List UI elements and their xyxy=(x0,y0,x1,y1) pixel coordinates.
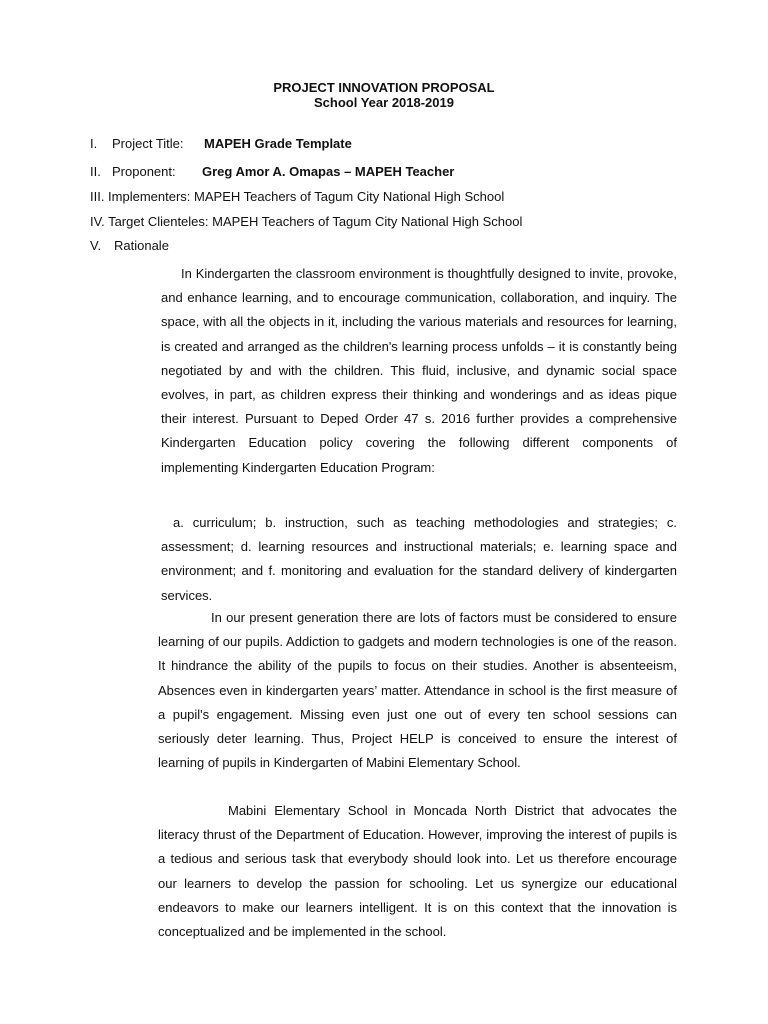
document-title: PROJECT INNOVATION PROPOSAL xyxy=(273,80,495,95)
field-label: Rationale xyxy=(114,238,169,253)
field-number: II. xyxy=(90,164,101,179)
field-proponent xyxy=(90,164,454,179)
field-number: I. xyxy=(90,136,98,151)
field-number: V. xyxy=(90,238,102,253)
field-label: Proponent: xyxy=(112,164,176,179)
field-project-title xyxy=(90,136,352,151)
rationale-paragraph-3: In our present generation there are lots of factors must be considered to ensure learning of our pupils. Addiction to gadgets and modern technologies is one of the reason. It hindrance the ability of the pupils to focus on their studies. Another is absenteeism, Absences even in kindergarten years’ matter. Attendance in school is the first measure of a pupil's engagement. Missing even just one out of every ten school sessions can seriously deter learning. Thus, Project HELP is conceived to ensure the interest of learning of pupils in Kindergarten of Mabini Elementary School. xyxy=(158,610,677,771)
field-value: Greg Amor A. Omapas – MAPEH Teacher xyxy=(202,164,455,179)
school-year: School Year 2018-2019 xyxy=(314,95,454,110)
field-value: MAPEH Grade Template xyxy=(204,136,352,151)
field-target-clienteles: IV. Target Clienteles: MAPEH Teachers of Tagum City National High School xyxy=(90,214,523,229)
field-rationale xyxy=(90,238,169,253)
rationale-paragraph-1: In Kindergarten the classroom environment is thoughtfully designed to invite, provoke, and enhance learning, and to encourage communication, collaboration, and inquiry. The space, with all the objects in it, including the various materials and resources for learning, is created and arranged as the children's learning process unfolds – it is constantly being negotiated by and with the children. This fluid, inclusive, and dynamic social space evolves, in part, as children express their thinking and wonderings and as ideas pique their interest. Pursuant to Deped Order 47 s. 2016 further provides a comprehensive Kindergarten Education policy covering the following different components of implementing Kindergarten Education Program: xyxy=(161,266,677,475)
field-implementers: III. Implementers: MAPEH Teachers of Tagum City National High School xyxy=(90,189,505,204)
rationale-paragraph-4: Mabini Elementary School in Moncada North District that advocates the literacy thrust of the Department of Education. However, improving the interest of pupils is a tedious and serious task that everybody should look into. Let us therefore encourage our learners to develop the passion for schooling. Let us synergize our educational endeavors to make our learners intelligent. It is on this context that the innovation is conceptualized and be implemented in the school. xyxy=(158,803,677,940)
field-label: Project Title: xyxy=(112,136,184,151)
rationale-paragraph-2: a. curriculum; b. instruction, such as teaching methodologies and strategies; c. assessment; d. learning resources and instructional materials; e. learning space and environment; and f. monitoring and evaluation for the standard delivery of kindergarten services. xyxy=(161,515,677,603)
